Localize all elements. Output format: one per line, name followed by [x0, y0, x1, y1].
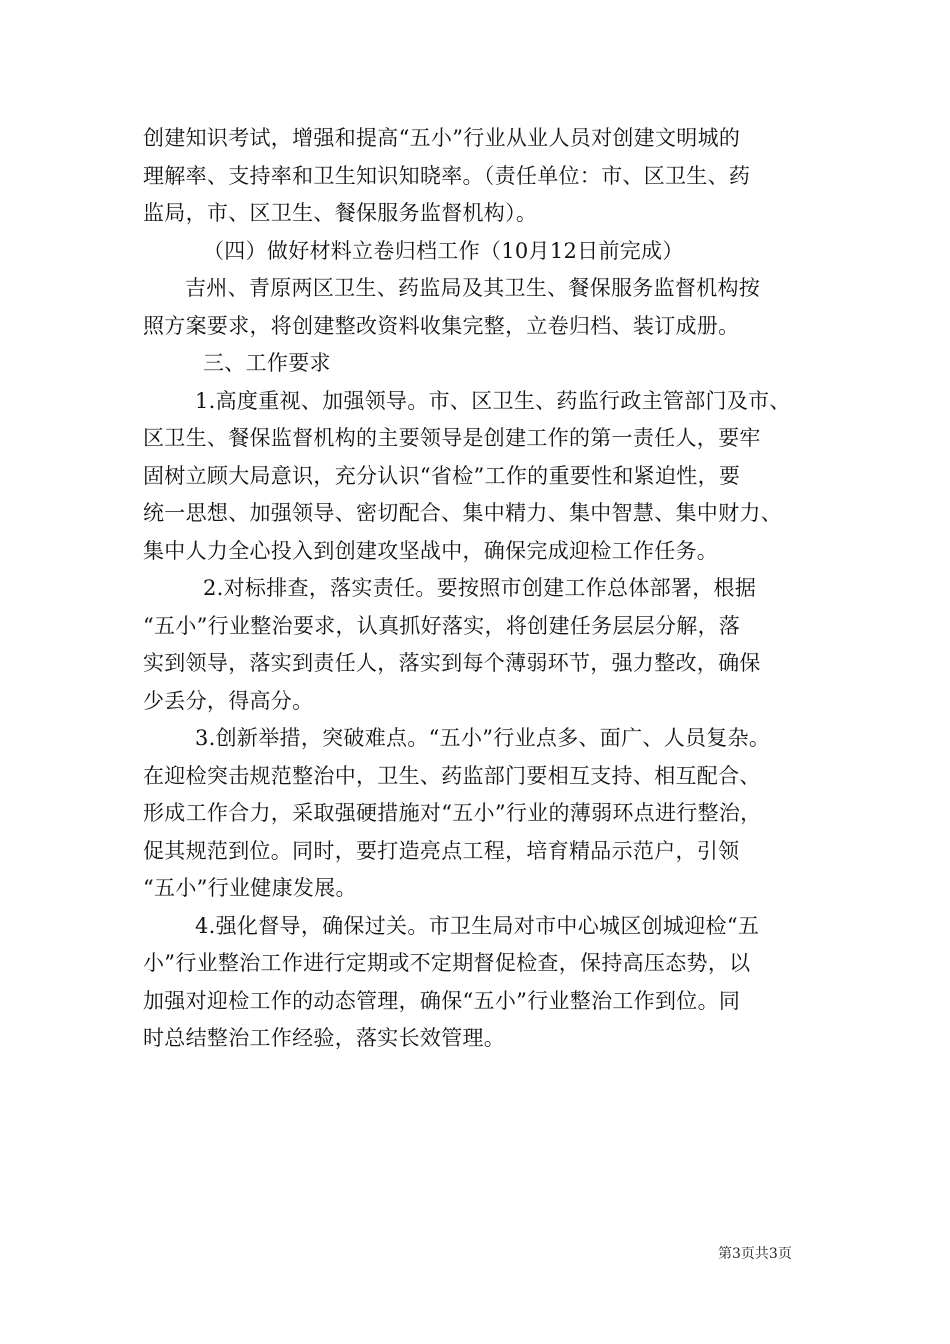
body-line: 形成工作合力，采取强硬措施对“五小”行业的薄弱环点进行整治， [143, 801, 762, 825]
body-line: 区卫生、餐保监督机构的主要领导是创建工作的第一责任人，要牢 [143, 426, 761, 450]
body-line: “五小”行业健康发展。 [143, 876, 357, 900]
body-line: 1.高度重视、加强领导。市、区卫生、药监行政主管部门及市、 [195, 388, 791, 413]
body-line: 3.创新举措，突破难点。“五小”行业点多、面广、人员复杂。 [195, 726, 771, 750]
body-line: 在迎检突击规范整治中，卫生、药监部门要相互支持、相互配合、 [143, 763, 761, 788]
document-body [143, 120, 833, 1058]
body-line: 加强对迎检工作的动态管理，确保“五小”行业整治工作到位。同 [143, 988, 741, 1013]
body-line: 促其规范到位。同时，要打造亮点工程，培育精品示范户，引领 [143, 838, 740, 863]
body-line: 4.强化督导，确保过关。市卫生局对市中心城区创城迎检“五 [195, 913, 760, 938]
body-line: 少丢分，得高分。 [143, 688, 314, 713]
body-line: 2.对标排查，落实责任。要按照市创建工作总体部署，根据 [203, 576, 757, 600]
body-line: 监局，市、区卫生、餐保服务监督机构）。 [143, 201, 538, 225]
body-line: 集中人力全心投入到创建攻坚战中，确保完成迎检工作任务。 [143, 538, 719, 563]
body-line: 固树立顾大局意识，充分认识“省检”工作的重要性和紧迫性，要 [143, 463, 741, 488]
section-heading-requirements: 三、工作要求 [203, 351, 331, 375]
page-number: 第3页共3页 [718, 1246, 792, 1262]
body-line: 小”行业整治工作进行定期或不定期督促检查，保持高压态势，以 [143, 951, 751, 975]
body-line: 理解率、支持率和卫生知识知晓率。（责任单位：市、区卫生、药 [143, 163, 751, 188]
body-line: 时总结整治工作经验，落实长效管理。 [143, 1026, 506, 1050]
body-line: “五小”行业整治要求，认真抓好落实，将创建任务层层分解，落 [143, 613, 741, 638]
body-line: 吉州、青原两区卫生、药监局及其卫生、餐保服务监督机构按 [185, 276, 761, 300]
section-heading-4: （四）做好材料立卷归档工作（10月12日前完成） [203, 238, 684, 263]
body-line: 实到领导，落实到责任人，落实到每个薄弱环节，强力整改，确保 [143, 651, 761, 675]
body-line: 统一思想、加强领导、密切配合、集中精力、集中智慧、集中财力、 [143, 501, 782, 525]
body-line: 创建知识考试，增强和提高“五小”行业从业人员对创建文明城的 [143, 126, 741, 150]
body-line: 照方案要求，将创建整改资料收集完整，立卷归档、装订成册。 [143, 313, 740, 338]
